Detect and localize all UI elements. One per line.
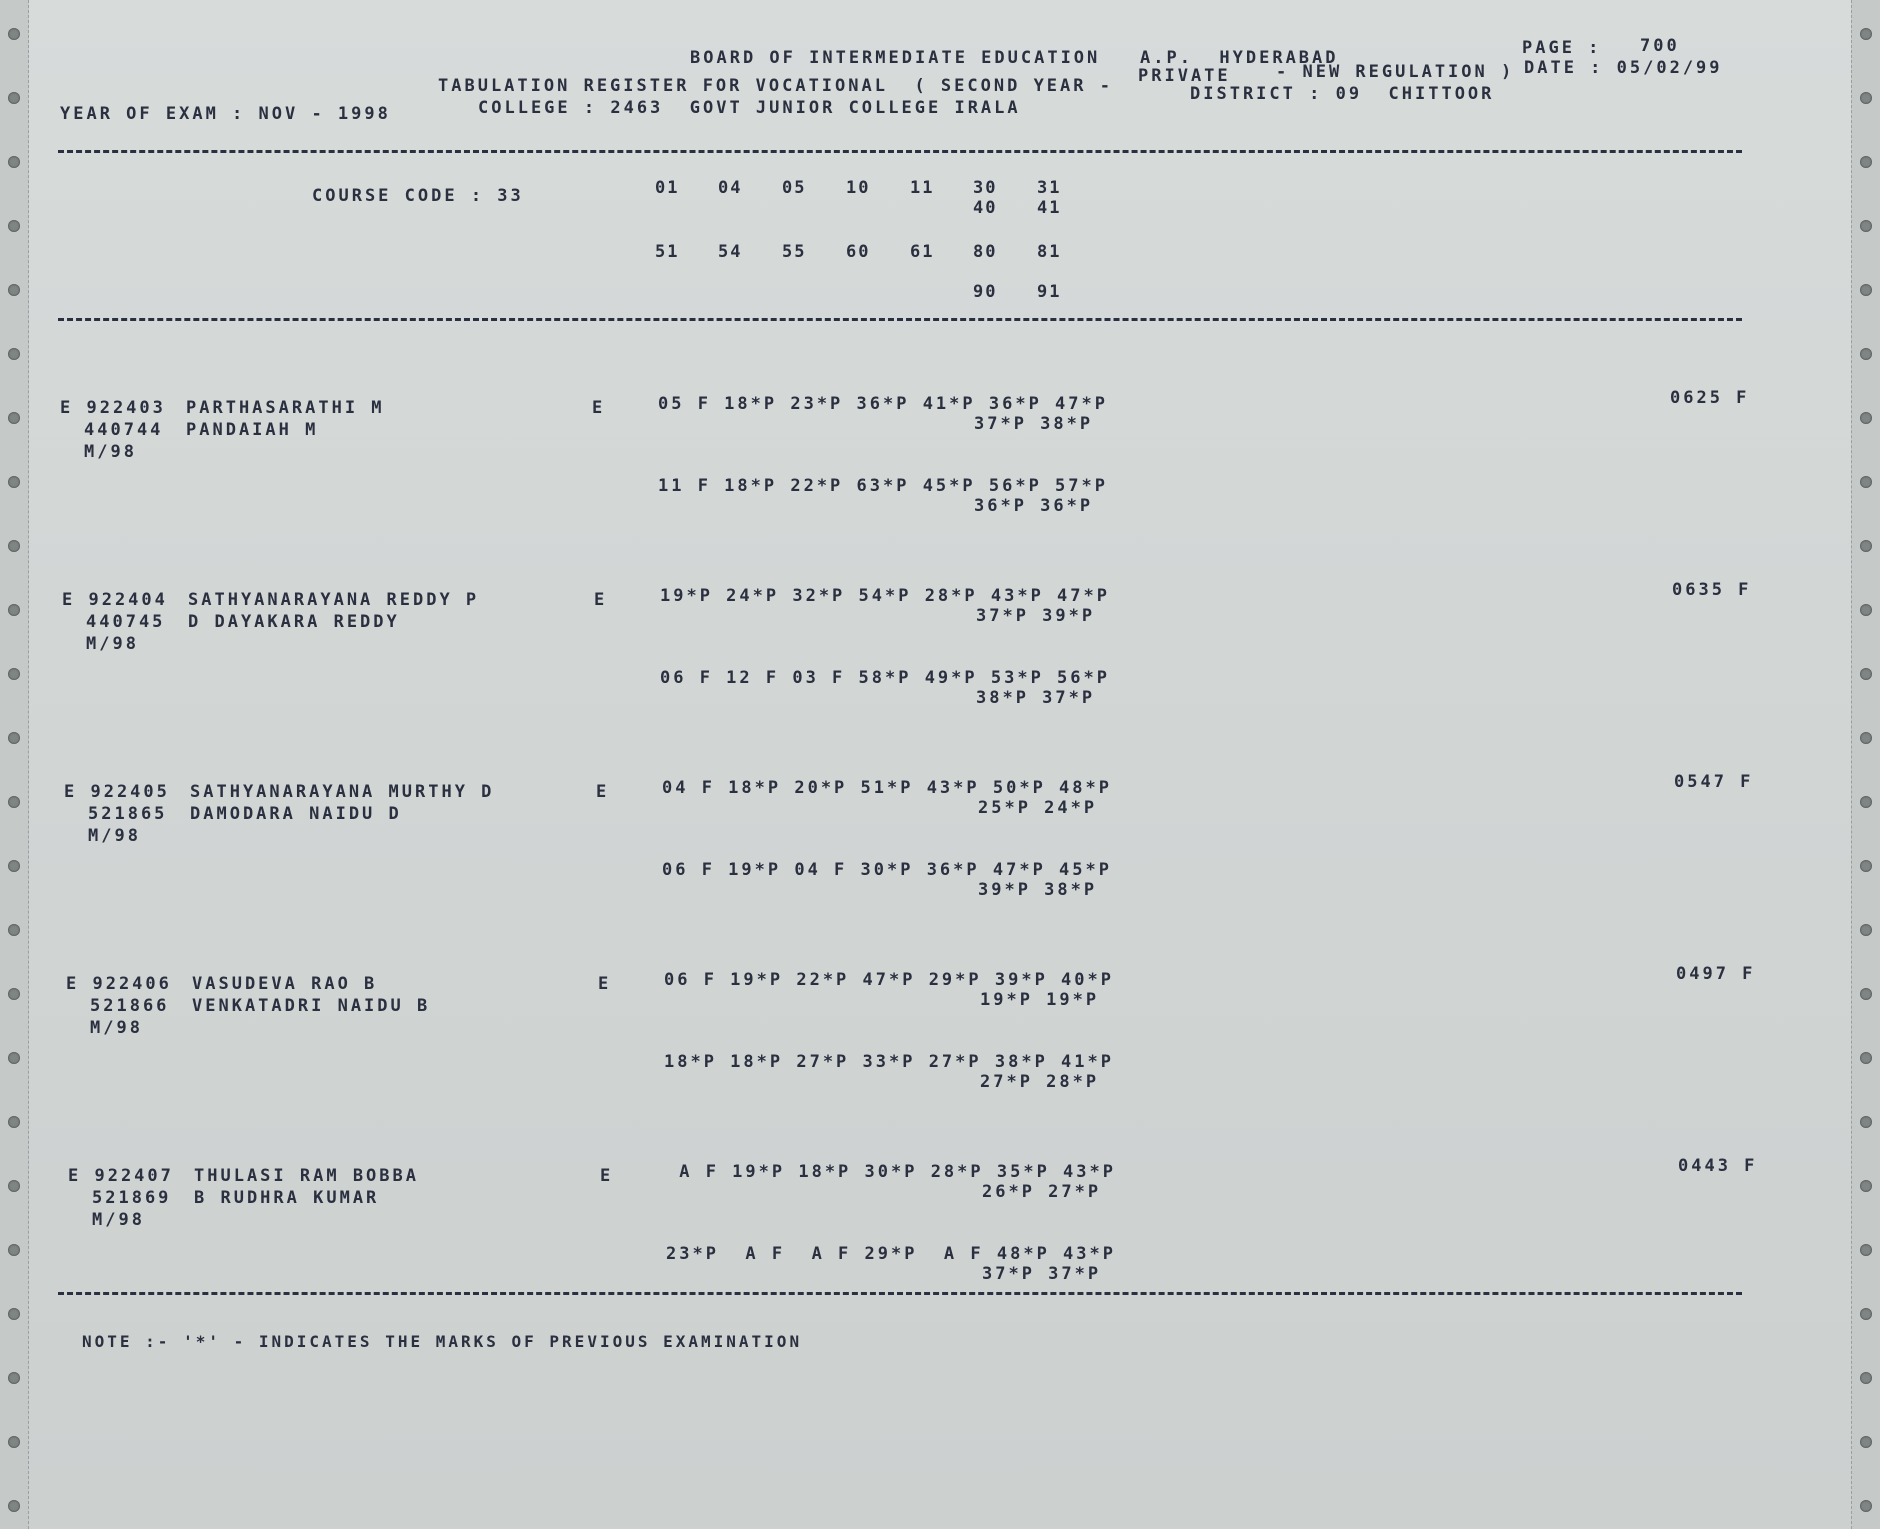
medium: E (598, 974, 612, 994)
student-name: SATHYANARAYANA MURTHY D (190, 782, 495, 802)
course-col-81: 81 (1037, 242, 1062, 262)
marks-line-2b: 37*P 37*P (982, 1264, 1102, 1284)
sprocket-hole (1860, 1116, 1872, 1128)
marks-line-2b: 38*P 37*P (976, 688, 1096, 708)
sprocket-hole (1860, 1372, 1872, 1384)
sprocket-hole (8, 604, 20, 616)
sprocket-hole (8, 540, 20, 552)
sprocket-hole (1860, 412, 1872, 424)
sprocket-hole (8, 668, 20, 680)
college-info: COLLEGE : 2463 GOVT JUNIOR COLLEGE IRALA (478, 98, 1021, 118)
exam-session: M/98 (86, 634, 139, 654)
sprocket-hole (1860, 1180, 1872, 1192)
marks-line-2: 23*P A F A F 29*P A F 48*P 43*P (666, 1244, 1116, 1264)
student-name: SATHYANARAYANA REDDY P (188, 590, 480, 610)
sprocket-hole (8, 1500, 20, 1512)
page-label: PAGE : (1522, 38, 1602, 58)
course-code: COURSE CODE : 33 (312, 186, 524, 206)
course-col-51: 51 (655, 242, 680, 262)
sprocket-hole (8, 1372, 20, 1384)
sprocket-hole (8, 284, 20, 296)
course-col-61: 61 (910, 242, 935, 262)
course-col-54: 54 (718, 242, 743, 262)
course-col-11: 11 (910, 178, 935, 198)
exam-session: M/98 (90, 1018, 143, 1038)
exam-session: M/98 (88, 826, 141, 846)
page-number: 700 (1640, 36, 1680, 56)
sprocket-hole (8, 732, 20, 744)
marks-line-2: 11 F 18*P 22*P 63*P 45*P 56*P 57*P (658, 476, 1108, 496)
sprocket-hole (1860, 284, 1872, 296)
student-id: 440744 (84, 420, 164, 440)
marks-line-2b: 36*P 36*P (974, 496, 1094, 516)
medium: E (594, 590, 608, 610)
sprocket-hole (8, 28, 20, 40)
total-result: 0625 F (1670, 388, 1750, 408)
sprocket-hole (1860, 348, 1872, 360)
marks-line-1b: 37*P 39*P (976, 606, 1096, 626)
father-name: VENKATADRI NAIDU B (192, 996, 431, 1016)
footnote: NOTE :- '*' - INDICATES THE MARKS OF PREVIOUS EXAMINATION (82, 1332, 803, 1351)
sprocket-hole (8, 412, 20, 424)
sprocket-hole (8, 476, 20, 488)
student-reg-no: E 922407 (68, 1166, 174, 1186)
sprocket-hole (8, 92, 20, 104)
exam-session: M/98 (92, 1210, 145, 1230)
course-col-05: 05 (782, 178, 807, 198)
sprocket-hole (1860, 860, 1872, 872)
total-result: 0635 F (1672, 580, 1752, 600)
sprocket-hole (8, 796, 20, 808)
marks-line-1b: 37*P 38*P (974, 414, 1094, 434)
register-title: TABULATION REGISTER FOR VOCATIONAL ( SECOND YEAR - (438, 76, 1113, 96)
course-col-55: 55 (782, 242, 807, 262)
marks-line-2b: 39*P 38*P (978, 880, 1098, 900)
marks-line-2b: 27*P 28*P (980, 1072, 1100, 1092)
marks-line-2: 06 F 19*P 04 F 30*P 36*P 47*P 45*P (662, 860, 1112, 880)
sprocket-hole (1860, 796, 1872, 808)
course-divider (58, 318, 1742, 321)
sprocket-hole (8, 1116, 20, 1128)
course-col-04: 04 (718, 178, 743, 198)
marks-line-1: 19*P 24*P 32*P 54*P 28*P 43*P 47*P (660, 586, 1110, 606)
print-date: DATE : 05/02/99 (1524, 58, 1723, 78)
board-title: BOARD OF INTERMEDIATE EDUCATION A.P. HYDERABAD (690, 48, 1339, 68)
student-id: 440745 (86, 612, 166, 632)
total-result: 0443 F (1678, 1156, 1758, 1176)
sprocket-hole (1860, 604, 1872, 616)
sprocket-hole (8, 860, 20, 872)
sprocket-hole (1860, 988, 1872, 1000)
student-reg-no: E 922404 (62, 590, 168, 610)
medium: E (600, 1166, 614, 1186)
sprocket-hole (1860, 1052, 1872, 1064)
sprocket-hole (8, 1052, 20, 1064)
student-name: PARTHASARATHI M (186, 398, 385, 418)
marks-line-1: A F 19*P 18*P 30*P 28*P 35*P 43*P (666, 1162, 1116, 1182)
sprocket-hole (8, 924, 20, 936)
marks-line-1: 04 F 18*P 20*P 51*P 43*P 50*P 48*P (662, 778, 1112, 798)
course-col-91: 91 (1037, 282, 1062, 302)
exam-session: M/98 (84, 442, 137, 462)
student-reg-no: E 922405 (64, 782, 170, 802)
father-name: PANDAIAH M (186, 420, 319, 440)
sprocket-hole (8, 1244, 20, 1256)
sprocket-hole (1860, 92, 1872, 104)
student-reg-no: E 922406 (66, 974, 172, 994)
sprocket-hole (1860, 1308, 1872, 1320)
course-col-01: 01 (655, 178, 680, 198)
student-name: THULASI RAM BOBBA (194, 1166, 419, 1186)
student-name: VASUDEVA RAO B (192, 974, 378, 994)
private-label: PRIVATE (1138, 66, 1231, 86)
sprocket-hole (1860, 1500, 1872, 1512)
marks-line-1b: 19*P 19*P (980, 990, 1100, 1010)
course-col-31: 31 (1037, 178, 1062, 198)
student-reg-no: E 922403 (60, 398, 166, 418)
course-col-90: 90 (973, 282, 998, 302)
sprocket-hole (8, 156, 20, 168)
sprocket-hole (1860, 28, 1872, 40)
sprocket-hole (8, 1180, 20, 1192)
course-col-80: 80 (973, 242, 998, 262)
sprocket-hole (8, 348, 20, 360)
sprocket-hole (1860, 668, 1872, 680)
marks-line-1: 06 F 19*P 22*P 47*P 29*P 39*P 40*P (664, 970, 1114, 990)
marks-line-1: 05 F 18*P 23*P 36*P 41*P 36*P 47*P (658, 394, 1108, 414)
marks-line-2: 18*P 18*P 27*P 33*P 27*P 38*P 41*P (664, 1052, 1114, 1072)
sprocket-hole (1860, 220, 1872, 232)
total-result: 0497 F (1676, 964, 1756, 984)
course-col-30: 30 (973, 178, 998, 198)
total-result: 0547 F (1674, 772, 1754, 792)
course-col-41: 41 (1037, 198, 1062, 218)
sprocket-hole (1860, 924, 1872, 936)
sprocket-hole (1860, 476, 1872, 488)
header-divider (58, 150, 1742, 153)
student-id: 521866 (90, 996, 170, 1016)
sprocket-hole (1860, 540, 1872, 552)
sprocket-hole (1860, 1436, 1872, 1448)
sprocket-hole (8, 1436, 20, 1448)
sprocket-hole (8, 220, 20, 232)
student-id: 521865 (88, 804, 168, 824)
father-name: D DAYAKARA REDDY (188, 612, 400, 632)
course-col-10: 10 (846, 178, 871, 198)
sprocket-hole (1860, 156, 1872, 168)
marks-line-1b: 26*P 27*P (982, 1182, 1102, 1202)
course-col-40: 40 (973, 198, 998, 218)
course-col-60: 60 (846, 242, 871, 262)
student-id: 521869 (92, 1188, 172, 1208)
footer-divider (58, 1292, 1742, 1295)
marks-line-1b: 25*P 24*P (978, 798, 1098, 818)
medium: E (596, 782, 610, 802)
marks-line-2: 06 F 12 F 03 F 58*P 49*P 53*P 56*P (660, 668, 1110, 688)
year-of-exam: YEAR OF EXAM : NOV - 1998 (60, 104, 391, 124)
medium: E (592, 398, 606, 418)
sprocket-hole (8, 988, 20, 1000)
district-info: DISTRICT : 09 CHITTOOR (1190, 84, 1495, 104)
sprocket-hole (1860, 732, 1872, 744)
sprocket-hole (1860, 1244, 1872, 1256)
father-name: B RUDHRA KUMAR (194, 1188, 380, 1208)
regulation-label: - NEW REGULATION ) (1276, 62, 1515, 82)
father-name: DAMODARA NAIDU D (190, 804, 402, 824)
sprocket-hole (8, 1308, 20, 1320)
